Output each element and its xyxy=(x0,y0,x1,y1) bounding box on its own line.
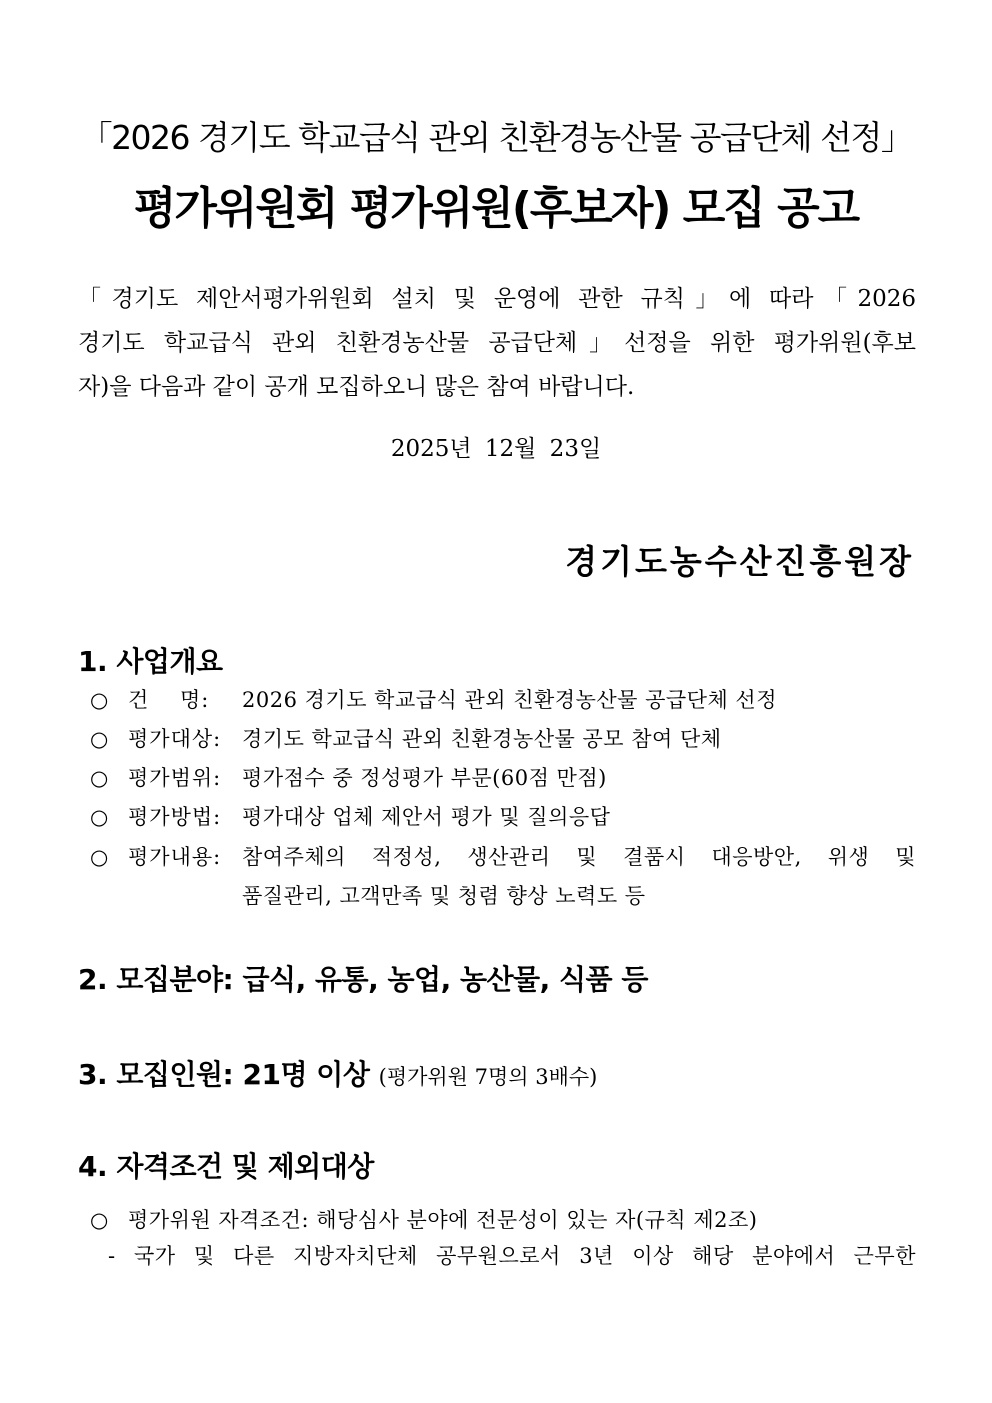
overview-value: 경기도 학교급식 관외 친환경농산물 공모 참여 단체 xyxy=(242,727,722,751)
circle-bullet-icon: ○ xyxy=(90,727,109,751)
circle-bullet-icon: ○ xyxy=(90,688,109,712)
circle-bullet-icon: ○ xyxy=(90,766,109,790)
intro-paragraph xyxy=(78,277,916,409)
issuer-name: 경기도농수산진흥원장 xyxy=(565,542,914,581)
overview-value: 2026 경기도 학교급식 관외 친환경농산물 공급단체 선정 xyxy=(242,688,777,712)
section-3-note: (평가위원 7명의 3배수) xyxy=(378,1065,598,1089)
document-subtitle: 「2026 경기도 학교급식 관외 친환경농산물 공급단체 선정」 xyxy=(79,118,913,157)
overview-label: 평가방법: xyxy=(128,805,222,829)
circle-bullet-icon: ○ xyxy=(90,845,109,869)
section-4-heading: 4. 자격조건 및 제외대상 xyxy=(78,1150,374,1183)
overview-label: 평가대상: xyxy=(128,727,222,751)
overview-label: 평가범위: xyxy=(128,766,222,790)
circle-bullet-icon: ○ xyxy=(90,805,109,829)
overview-value xyxy=(242,838,916,916)
overview-label: 건 명: xyxy=(128,688,210,712)
overview-item-target xyxy=(90,720,916,759)
overview-item-method xyxy=(90,798,916,837)
intro-line-2: 경기도 학교급식 관외 친환경농산물 공급단체」선정을 위한 평가위원(후보 xyxy=(78,330,916,356)
document-title: 평가위원회 평가위원(후보자) 모집 공고 xyxy=(133,183,859,234)
overview-value-line-2: 품질관리, 고객만족 및 청렴 향상 노력도 등 xyxy=(242,884,646,908)
intro-line-1: 「경기도 제안서평가위원회 설치 및 운영에 관한 규칙」에 따라「2026 xyxy=(78,286,916,312)
qualification-text: 평가위원 자격조건: 해당심사 분야에 전문성이 있는 자(규칙 제2조) xyxy=(128,1208,758,1232)
section-3-heading xyxy=(78,1053,597,1093)
overview-label: 평가내용: xyxy=(128,845,222,869)
qualification-item xyxy=(90,1204,757,1234)
circle-bullet-icon: ○ xyxy=(90,1208,109,1232)
overview-item-scope xyxy=(90,759,916,798)
overview-value: 평가점수 중 정성평가 부문(60점 만점) xyxy=(242,766,607,790)
overview-item-content xyxy=(90,838,916,916)
overview-value: 평가대상 업체 제안서 평가 및 질의응답 xyxy=(242,805,611,829)
overview-item-project-name xyxy=(90,681,916,720)
overview-value-line-1: 참여주체의 적정성, 생산관리 및 결품시 대응방안, 위생 및 xyxy=(242,845,916,869)
announcement-date: 2025년 12월 23일 xyxy=(390,436,602,462)
qualification-subitem: - 국가 및 다른 지방자치단체 공무원으로서 3년 이상 해당 분야에서 근무한 xyxy=(108,1244,916,1268)
section-3-title: 3. 모집인원: 21명 이상 xyxy=(78,1058,370,1091)
section-2-heading: 2. 모집분야: 급식, 유통, 농업, 농산물, 식품 등 xyxy=(78,963,648,996)
section-1-heading: 1. 사업개요 xyxy=(78,645,223,678)
intro-line-3: 자)을 다음과 같이 공개 모집하오니 많은 참여 바랍니다. xyxy=(78,374,635,400)
